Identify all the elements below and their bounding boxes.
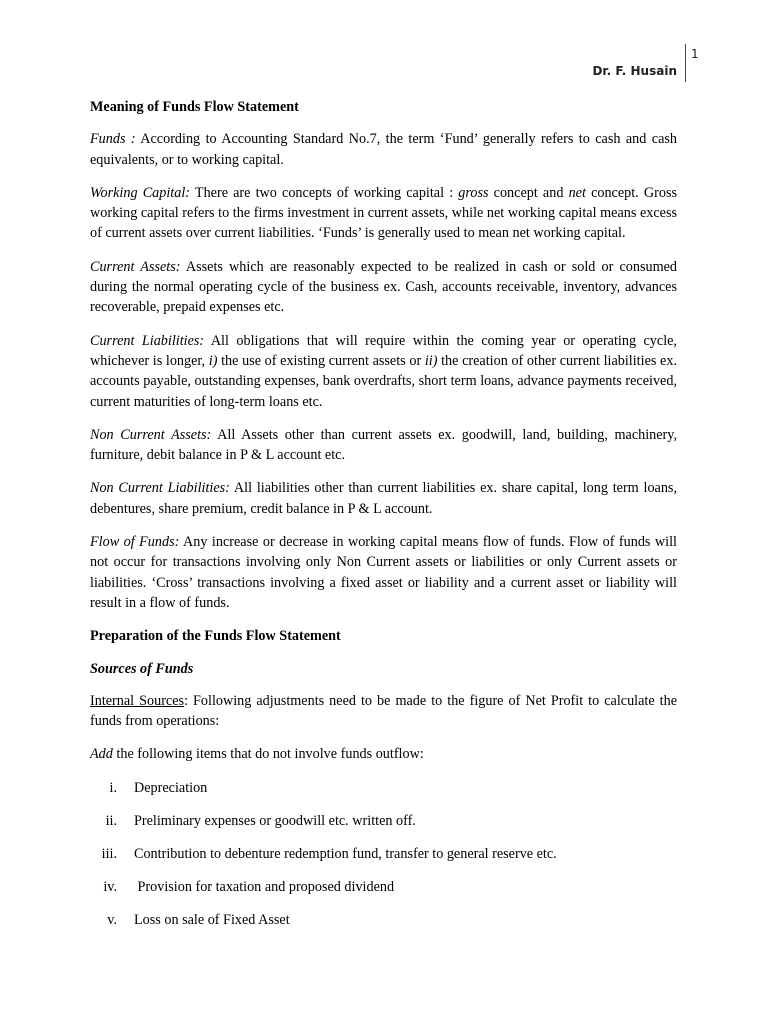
- list-item-number: v.: [107, 912, 117, 929]
- emphasis-i: i): [208, 352, 218, 369]
- internal-sources-paragraph: [90, 691, 677, 732]
- internal-sources-label: Internal Sources: [90, 692, 185, 709]
- definition-text: the use of existing current assets or: [217, 352, 425, 369]
- definition-non-current-assets: [90, 425, 677, 466]
- internal-sources-text: : Following adjustments need to be made to the figure of Net Profit to calculate the funds from operations:: [90, 692, 677, 730]
- page-content: [90, 97, 677, 943]
- list-item: [90, 778, 677, 798]
- add-line: [90, 744, 677, 764]
- add-line-text: the following items that do not involve funds outflow:: [112, 746, 424, 763]
- definition-text: All liabilities other than current liabilities ex. share capital, long term loans, debentures, share premium, credit balance in P & L account.: [90, 480, 677, 517]
- add-emphasis: Add: [90, 746, 113, 763]
- term-label: Working Capital:: [90, 184, 191, 201]
- preparation-heading: Preparation of the Funds Flow Statement: [90, 628, 341, 645]
- list-item: [90, 811, 677, 831]
- term-label: Current Liabilities:: [90, 332, 205, 349]
- definition-text: All obligations that will require within the coming year or operating cycle, whichever is longer,: [90, 332, 677, 369]
- list-item-text: Loss on sale of Fixed Asset: [134, 912, 290, 929]
- emphasis-net: net: [568, 184, 586, 201]
- definition-text: There are two concepts of working capital :: [190, 184, 459, 201]
- header-divider: [685, 44, 686, 82]
- sources-heading: Sources of Funds: [90, 660, 194, 677]
- header-author: Dr. F. Husain: [592, 64, 677, 78]
- term-label: Funds :: [90, 131, 136, 148]
- list-item-text: Depreciation: [134, 779, 208, 796]
- list-item-number: iii.: [101, 845, 117, 862]
- term-label: Non Current Liabilities:: [90, 480, 230, 497]
- definition-text: the creation of other current liabilities ex. accounts payable, outstanding expenses, bank overdrafts, short term loans, advance payments received, current maturities of long-term loans etc.: [90, 352, 677, 410]
- list-item-text: Contribution to debenture redemption fund, transfer to general reserve etc.: [134, 845, 557, 862]
- definition-text: According to Accounting Standard No.7, the term ‘Fund’ generally refers to cash and cash equivalents, or to working capital.: [90, 131, 677, 168]
- definition-current-assets: [90, 257, 677, 318]
- list-item: [90, 910, 677, 930]
- definition-current-liabilities: [90, 331, 677, 412]
- list-item-text: Provision for taxation and proposed dividend: [134, 879, 395, 895]
- definition-working-capital: [90, 183, 677, 244]
- definition-funds: [90, 129, 677, 170]
- list-item: [90, 844, 677, 864]
- add-items-list: [90, 778, 677, 931]
- definition-text: Any increase or decrease in working capital means flow of funds. Flow of funds will not occur for transactions involving only Non Current assets or liabilities or only Current assets or liabilities. ‘Cross’ transactions involving a fixed asset or liability and a current asset or liability will result in a flow of funds.: [90, 534, 677, 611]
- emphasis-ii: ii): [424, 352, 438, 369]
- emphasis-gross: gross: [458, 184, 489, 201]
- definition-text: Assets which are reasonably expected to be realized in cash or sold or consumed during the normal operating cycle of the business ex. Cash, accounts receivable, inventory, advances recoverable, prepaid expenses etc.: [90, 258, 678, 316]
- term-label: Current Assets:: [90, 258, 181, 275]
- page-title: Meaning of Funds Flow Statement: [90, 99, 299, 115]
- term-label: Flow of Funds:: [90, 534, 180, 551]
- list-item-number: ii.: [105, 812, 117, 829]
- list-item-text: Preliminary expenses or goodwill etc. written off.: [134, 812, 416, 829]
- term-label: Non Current Assets:: [90, 426, 212, 443]
- definition-text: concept and: [488, 184, 569, 201]
- list-item-number: iv.: [103, 879, 117, 895]
- definition-text: All Assets other than current assets ex. goodwill, land, building, machinery, furniture, debit balance in P & L account etc.: [90, 426, 677, 464]
- list-item: [90, 877, 677, 897]
- list-item-number: i.: [109, 779, 117, 796]
- definition-text: concept. Gross working capital refers to the firms investment in current assets, while net working capital means excess of current assets over current liabilities. ‘Funds’ is generally used to mean net working capital.: [90, 184, 677, 242]
- definition-flow-of-funds: [90, 532, 677, 613]
- page-number: 1: [691, 47, 699, 61]
- definition-non-current-liabilities: [90, 478, 677, 519]
